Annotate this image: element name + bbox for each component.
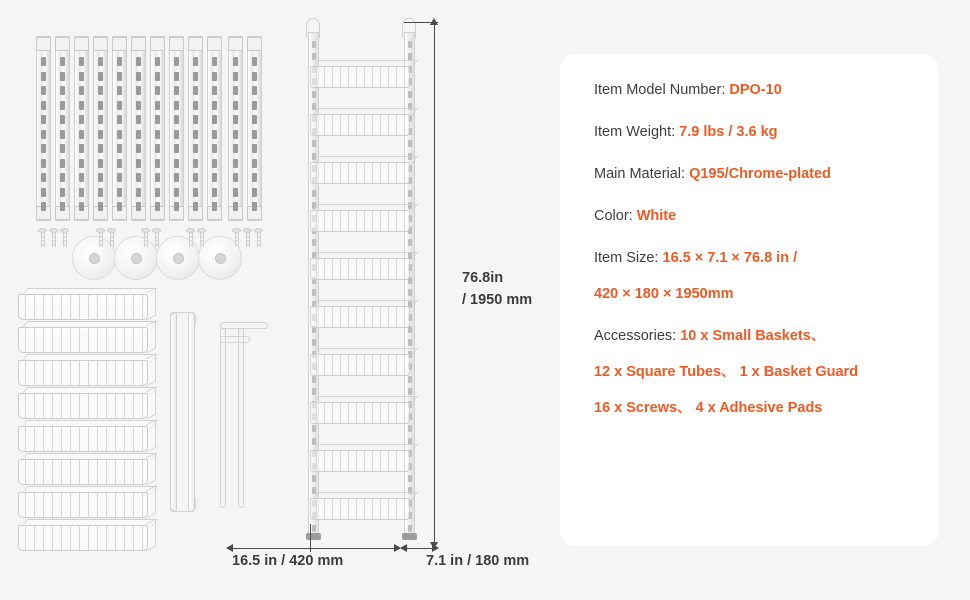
spec-value: 420 × 180 × 1950mm [594, 286, 734, 303]
small-basket-part [18, 288, 156, 322]
spec-label: Item Weight: [594, 124, 680, 141]
dimension-width-label: 16.5 in / 420 mm [232, 553, 344, 569]
door-bracket-part [214, 318, 270, 508]
square-tube-part [169, 36, 184, 221]
rack-basket [310, 396, 418, 426]
spec-label: Item Model Number: [594, 82, 730, 98]
square-tube-part [36, 36, 51, 221]
square-tube-part [93, 36, 108, 221]
rack-basket [310, 252, 418, 282]
assembled-rack [300, 18, 430, 540]
screw-part [197, 228, 206, 248]
rack-basket [310, 492, 418, 522]
small-basket-part [18, 453, 156, 487]
screw-part [49, 228, 58, 248]
spec-row [594, 122, 922, 143]
dimension-depth-label: 7.1 in / 180 mm [426, 553, 530, 569]
square-tube-part [150, 36, 165, 221]
spec-row [594, 362, 922, 383]
small-basket-part [18, 321, 156, 355]
screw-part [60, 228, 69, 248]
square-tube-part [131, 36, 146, 221]
spec-value: 16 x Screws、 4 x Adhesive Pads [594, 400, 823, 417]
spec-row [594, 206, 922, 227]
square-tube-part [228, 36, 243, 221]
spec-label: Color: [594, 208, 637, 225]
dimension-height-label-1: 76.8in [462, 270, 504, 286]
rack-basket [310, 300, 418, 330]
spec-value: 12 x Square Tubes、 1 x Basket Guard [594, 364, 859, 381]
spec-row [594, 164, 922, 185]
square-tube-part [188, 36, 203, 221]
rack-basket [310, 108, 418, 138]
screw-part [141, 228, 150, 248]
rack-basket [310, 156, 418, 186]
small-basket-part [18, 420, 156, 454]
spec-row [594, 248, 922, 269]
spec-value: 7.9 lbs / 3.6 kg [679, 124, 778, 141]
spec-value: 10 x Small Baskets、 [680, 328, 826, 345]
basket-guard-part [168, 312, 204, 512]
square-tubes-group [36, 36, 266, 221]
rack-basket [310, 60, 418, 90]
square-tube-part [207, 36, 222, 221]
rack-basket [310, 444, 418, 474]
square-tube-part [55, 36, 70, 221]
spec-value: White [636, 208, 677, 225]
rack-basket [310, 204, 418, 234]
specification-list [594, 80, 922, 440]
small-basket-part [18, 354, 156, 388]
spec-value: 16.5 × 7.1 × 76.8 in / [662, 250, 798, 267]
square-tube-part [74, 36, 89, 221]
spec-row [594, 326, 922, 347]
spec-row [594, 80, 922, 101]
screw-part [186, 228, 195, 248]
spec-value: DPO-10 [729, 82, 782, 98]
over-door-hook [306, 18, 320, 38]
spec-label: Main Material: [594, 166, 690, 183]
screw-part [107, 228, 116, 248]
square-tube-part [112, 36, 127, 221]
spec-label: Accessories: [594, 328, 681, 345]
rack-foot [402, 533, 417, 540]
screw-part [243, 228, 252, 248]
spec-row [594, 398, 922, 419]
screw-part [232, 228, 241, 248]
rack-basket [310, 348, 418, 378]
square-tube-part [247, 36, 262, 221]
screw-part [254, 228, 263, 248]
small-basket-part [18, 486, 156, 520]
screw-part [152, 228, 161, 248]
dimension-height-label-2: / 1950 mm [462, 291, 533, 308]
specification-card [560, 54, 938, 546]
over-door-hook [402, 18, 416, 38]
small-basket-part [18, 387, 156, 421]
small-baskets-stack [18, 288, 178, 568]
rack-foot [306, 533, 321, 540]
screw-part [96, 228, 105, 248]
screw-part [38, 228, 47, 248]
adhesive-pads-and-screws-group [36, 228, 266, 288]
small-basket-part [18, 519, 156, 553]
spec-row [594, 284, 922, 305]
spec-label: Item Size: [594, 250, 663, 267]
spec-value: Q195/Chrome-plated [689, 166, 831, 183]
